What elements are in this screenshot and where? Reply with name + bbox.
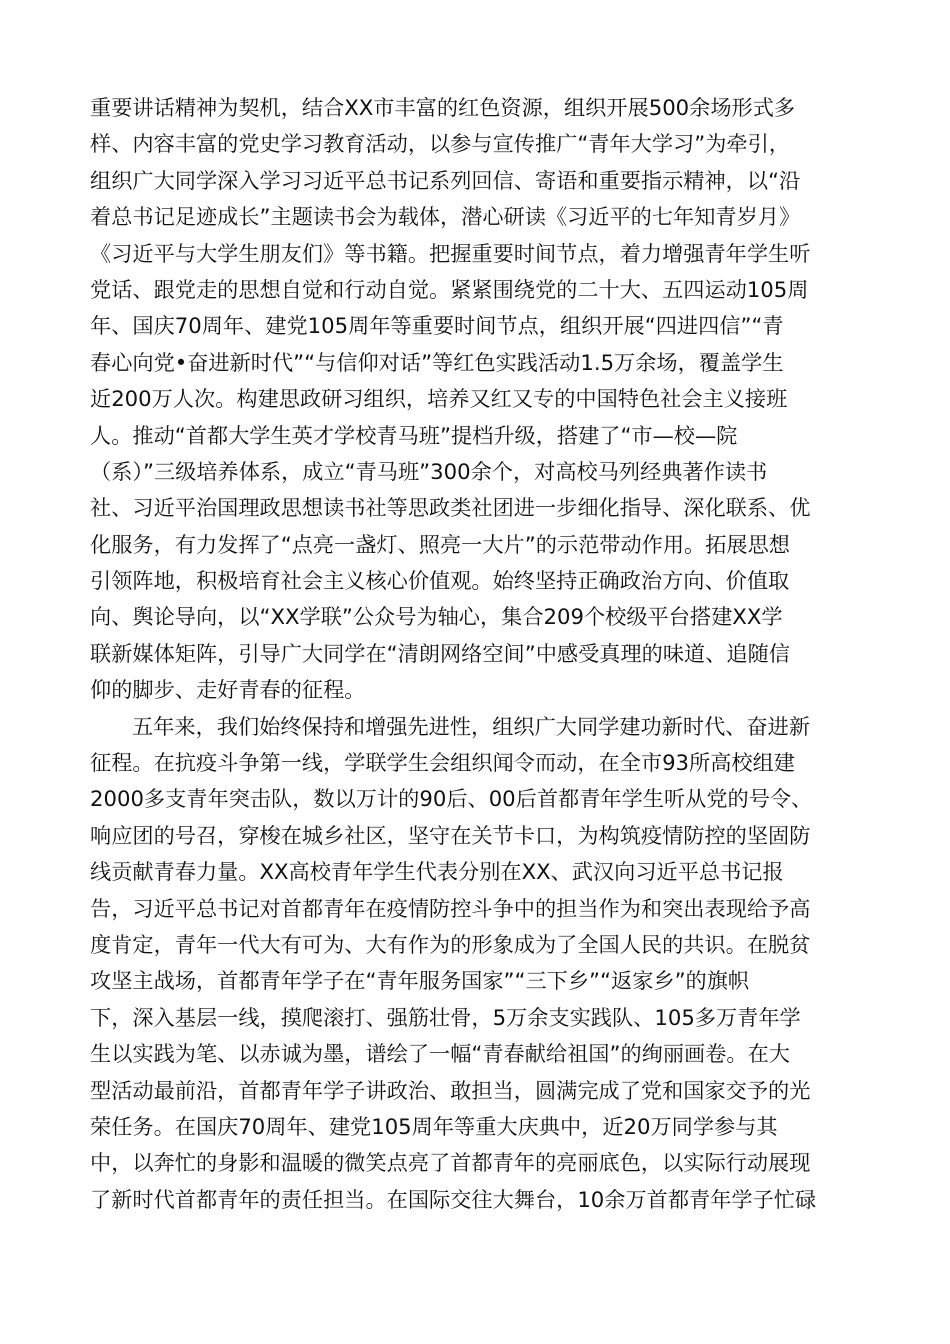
text-line: （系）”三级培养体系，成立“青马班”300余个，对高校马列经典著作读书 [90, 458, 768, 484]
text-line: 近200万人次。构建思政研习组织，培养又红又专的中国特色社会主义接班 [90, 386, 788, 412]
text-line: 社、习近平治国理政思想读书社等思政类社团进一步细化指导、深化联系、优 [90, 495, 811, 521]
text-line: 中，以奔忙的身影和温暖的微笑点亮了首都青年的亮丽底色，以实际行动展现 [90, 1150, 811, 1176]
text-line: 重要讲话精神为契机，结合XX市丰富的红色资源，组织开展500余场形式多 [90, 95, 796, 120]
text-line: 线贡献青春力量。XX高校青年学生代表分别在XX、武汉向习近平总书记报 [90, 859, 784, 885]
text-line: 型活动最前沿，首都青年学子讲政治、敢担当，圆满完成了党和国家交予的光 [90, 1077, 811, 1103]
text-line: 2000多支青年突击队，数以万计的90后、00后首都青年学生听从党的号令、 [90, 786, 813, 812]
text-line: 向、舆论导向，以“XX学联”公众号为轴心，集合209个校级平台搭建XX学 [90, 604, 783, 630]
text-line: 引领阵地，积极培育社会主义核心价值观。始终坚持正确政治方向、价值取 [90, 568, 790, 594]
text-line: 五年来，我们始终保持和增强先进性，组织广大同学建功新时代、奋进新 [132, 713, 811, 739]
text-line: 年、国庆70周年、建党105周年等重要时间节点，组织开展“四进四信”“青 [90, 313, 784, 339]
text-line: 联新媒体矩阵，引导广大同学在“清朗网络空间”中感受真理的味道、追随信 [90, 640, 790, 666]
text-line: 春心向党•奋进新时代”“与信仰对话”等红色实践活动1.5万余场，覆盖学生 [90, 349, 784, 375]
paragraph-1 [90, 90, 860, 709]
text-line: 人。推动“首都大学生英才学校青马班”提档升级，搭建了“市—校—院 [90, 422, 738, 448]
text-line: 着总书记足迹成长”主题读书会为载体，潜心研读《习近平的七年知青岁月》 [90, 204, 801, 230]
text-line: 党话、跟党走的思想自觉和行动自觉。紧紧围绕党的二十大、五四运动105周 [90, 276, 809, 302]
text-line: 生以实践为笔、以赤诚为墨，谱绘了一幅“青春献给祖国”的绚丽画卷。在大 [90, 1041, 790, 1067]
text-line: 下，深入基层一线，摸爬滚打、强筋壮骨，5万余支实践队、105多万青年学 [90, 1004, 801, 1030]
text-line: 组织广大同学深入学习习近平总书记系列回信、寄语和重要指示精神，以“沿 [90, 167, 801, 193]
text-line: 样、内容丰富的党史学习教育活动，以参与宣传推广“青年大学习”为牵引， [90, 131, 790, 157]
paragraph-2 [90, 709, 860, 1218]
text-line: 了新时代首都青年的责任担当。在国际交往大舞台，10余万首都青年学子忙碌 [90, 1186, 817, 1212]
text-line: 告，习近平总书记对首都青年在疫情防控斗争中的担当作为和突出表现给予高 [90, 895, 811, 921]
text-line: 化服务，有力发挥了“点亮一盏灯、照亮一大片”的示范带动作用。拓展思想 [90, 531, 790, 557]
text-line: 攻坚主战场，首都青年学子在“青年服务国家”“三下乡”“返家乡”的旗帜 [90, 968, 750, 994]
text-line: 度肯定，青年一代大有可为、大有作为的形象成为了全国人民的共识。在脱贫 [90, 931, 811, 957]
text-line: 征程。在抗疫斗争第一线，学联学生会组织闻令而动，在全市93所高校组建 [90, 750, 795, 776]
text-line: 响应团的号召，穿梭在城乡社区，坚守在关节卡口，为构筑疫情防控的坚固防 [90, 822, 811, 848]
body-text [90, 90, 860, 1218]
text-line: 荣任务。在国庆70周年、建党105周年等重大庆典中，近20万同学参与其 [90, 1113, 778, 1139]
text-line: 《习近平与大学生朋友们》等书籍。把握重要时间节点，着力增强青年学生听 [90, 240, 811, 266]
text-line: 仰的脚步、走好青春的征程。 [90, 677, 366, 703]
